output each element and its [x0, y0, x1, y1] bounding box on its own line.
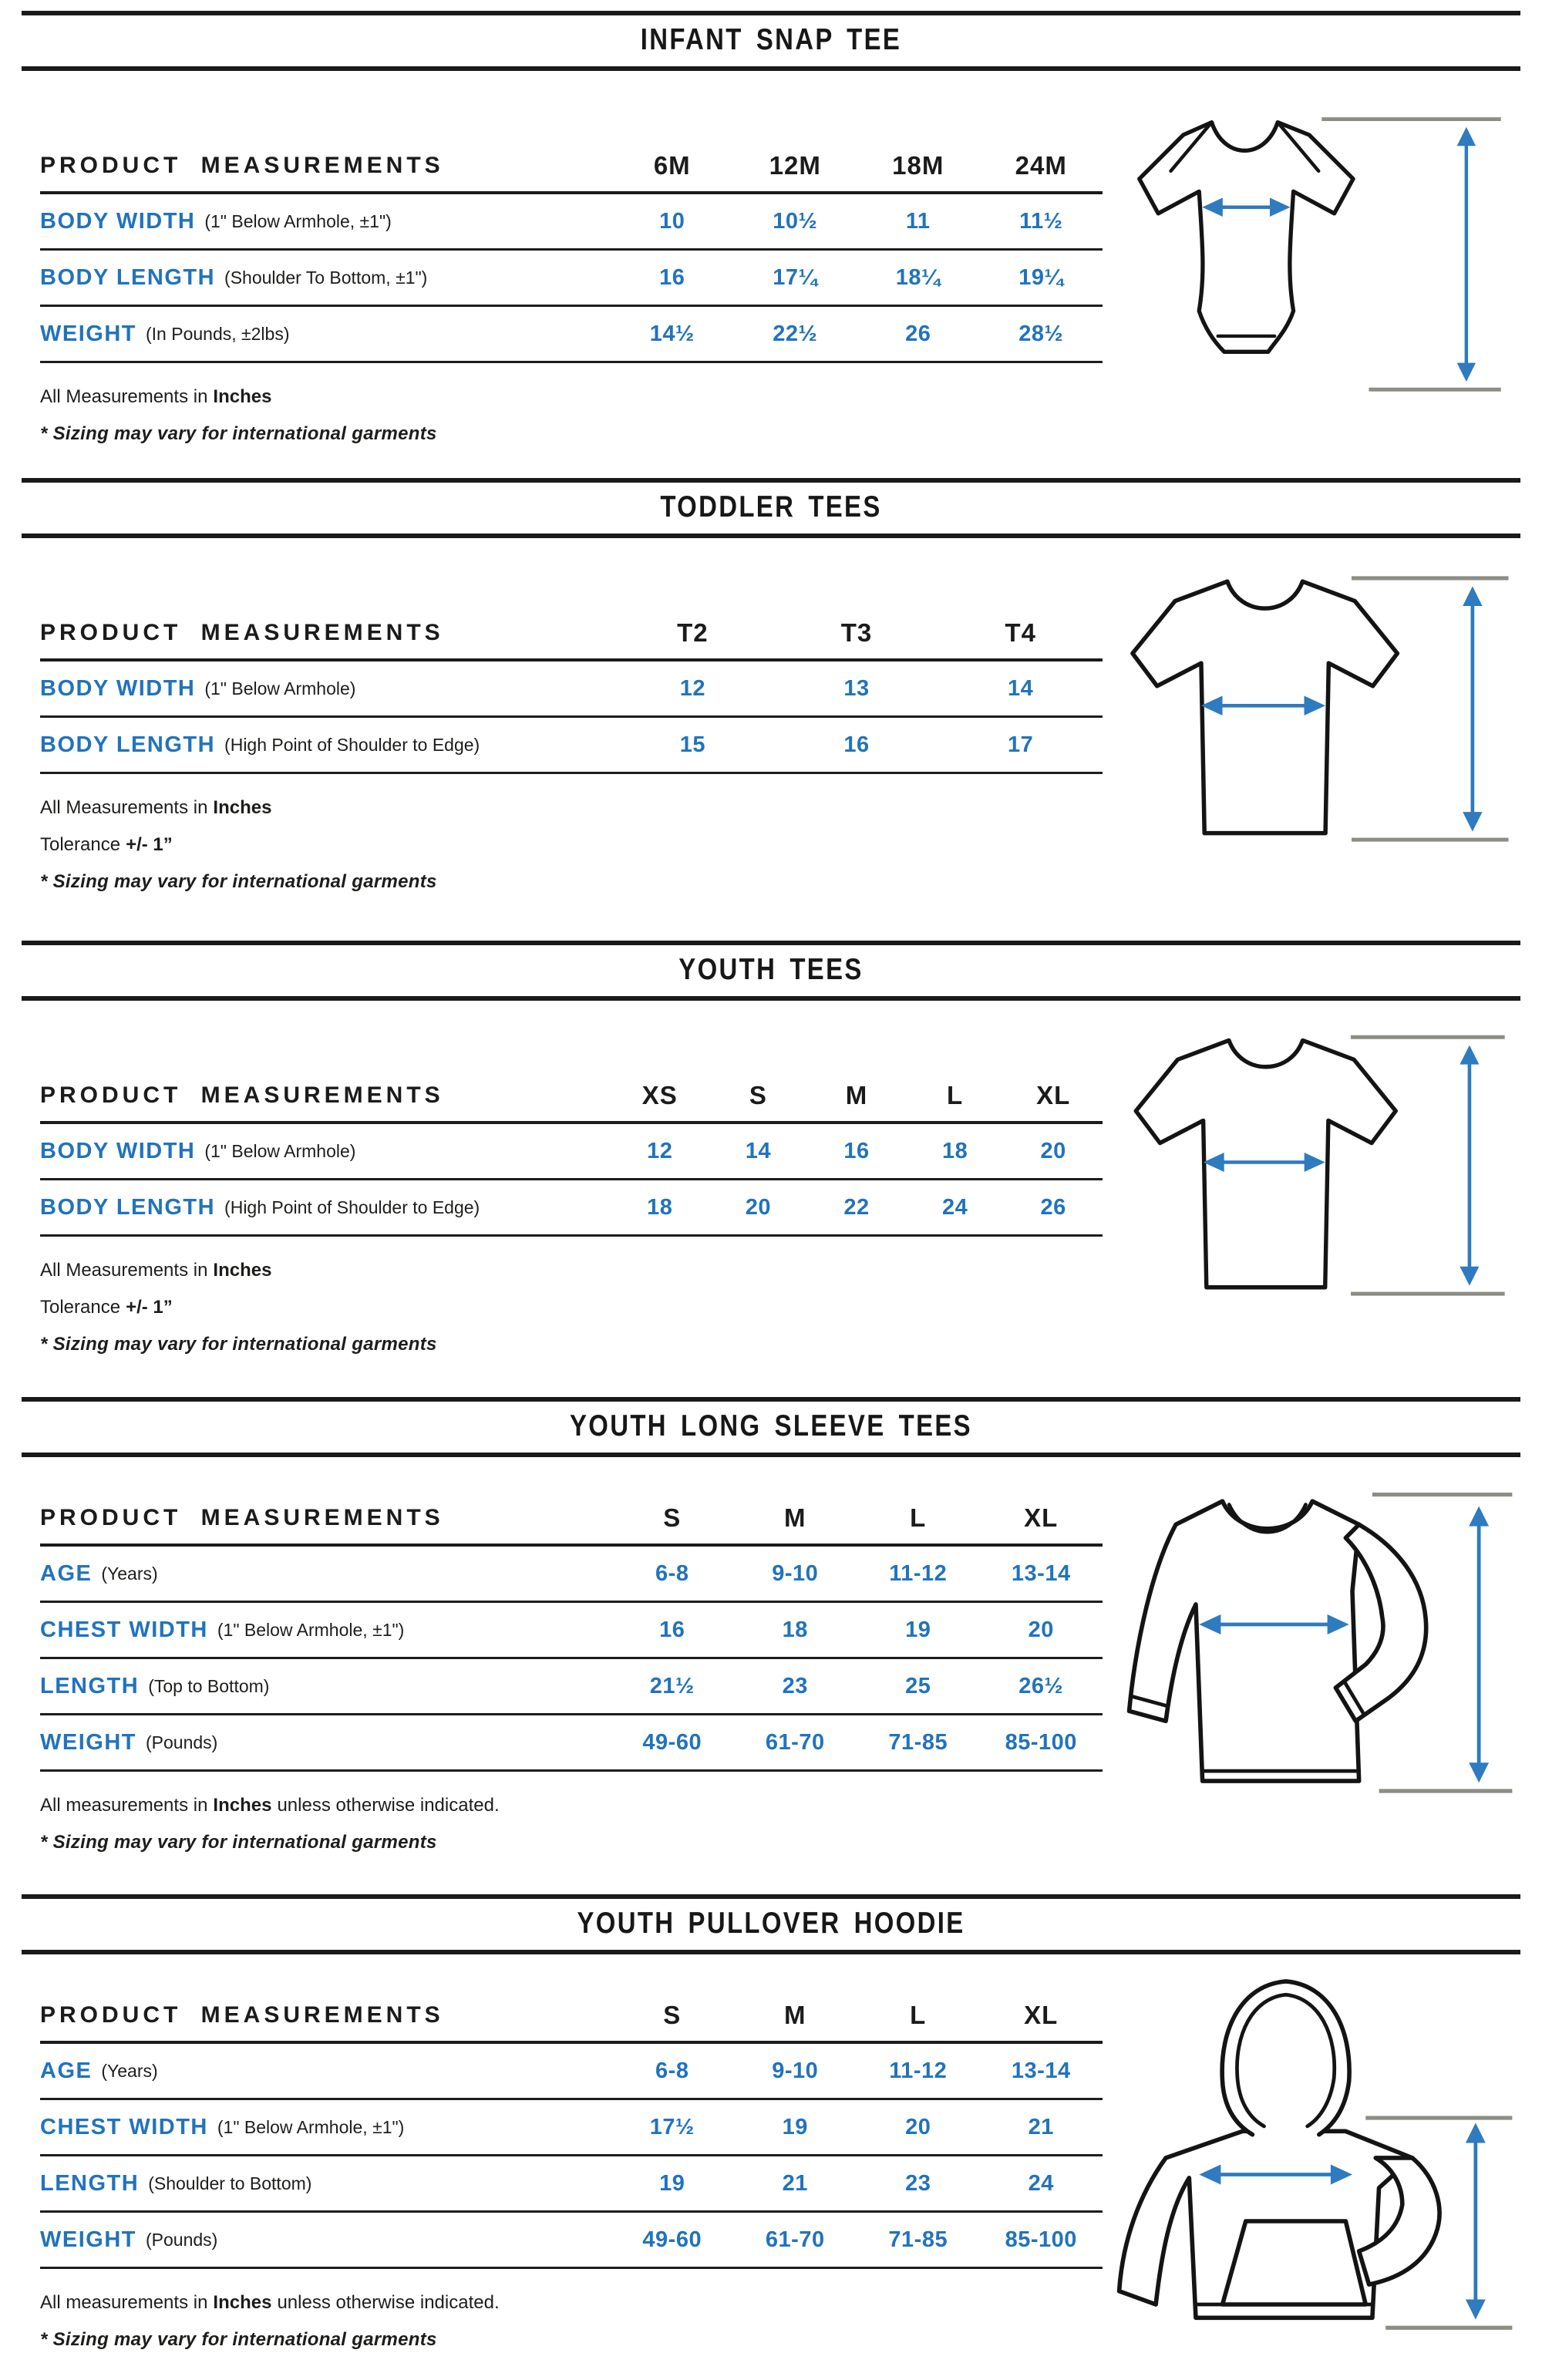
column-header: L	[857, 1995, 980, 2044]
column-header: M	[734, 1995, 857, 2044]
value-cell: 19	[857, 1603, 980, 1659]
row-label-cell	[40, 307, 611, 363]
column-header: L	[857, 1497, 980, 1547]
row-label-cell	[40, 2213, 611, 2269]
value-cell: 20	[980, 1603, 1103, 1659]
column-header: XS	[611, 1075, 709, 1124]
size-table	[40, 145, 1103, 363]
value-cell: 23	[857, 2156, 980, 2213]
tee-illustration	[1110, 1012, 1511, 1332]
note-sizing: * Sizing may vary for international garments	[40, 1334, 437, 1355]
note-sizing: * Sizing may vary for international garments	[40, 423, 437, 444]
column-header: L	[906, 1075, 1005, 1124]
length-arrow	[1321, 120, 1500, 390]
value-cell: 17¼	[734, 251, 857, 307]
note-bold: +/- 1”	[126, 834, 173, 855]
value-cell: 20	[709, 1180, 808, 1237]
column-header: XL	[980, 1497, 1103, 1547]
value-cell: 21½	[611, 1659, 734, 1715]
value-cell: 21	[980, 2100, 1103, 2156]
value-cell: 15	[611, 718, 775, 774]
section-youth-long-sleeve-tees	[0, 1397, 1542, 1894]
value-cell: 11-12	[857, 2044, 980, 2100]
value-cell: 19¼	[980, 251, 1103, 307]
length-arrow	[1351, 1037, 1505, 1294]
section-infant-snap-tee	[0, 11, 1542, 478]
value-cell: 20	[1004, 1124, 1103, 1180]
value-cell: 18	[611, 1180, 709, 1237]
value-cell: 18¼	[857, 251, 980, 307]
row-note: (Pounds)	[146, 2229, 218, 2250]
value-cell: 14	[938, 661, 1103, 718]
row-label-cell	[40, 1603, 611, 1659]
value-cell: 24	[980, 2156, 1103, 2213]
value-cell: 20	[857, 2100, 980, 2156]
row-note: (1" Below Armhole, ±1")	[217, 2116, 405, 2137]
table-header-label: PRODUCT MEASUREMENTS	[40, 1075, 611, 1124]
value-cell: 71-85	[857, 1715, 980, 1772]
size-table	[40, 1995, 1103, 2269]
row-note: (High Point of Shoulder to Edge)	[224, 734, 480, 755]
kangaroo-pocket	[1223, 2221, 1366, 2304]
row-label: WEIGHT	[40, 321, 136, 346]
value-cell: 9-10	[734, 2044, 857, 2100]
value-cell: 19	[734, 2100, 857, 2156]
row-label-cell	[40, 1715, 611, 1772]
row-label-cell	[40, 1659, 611, 1715]
column-header: T3	[775, 612, 939, 661]
row-label-cell	[40, 2156, 611, 2213]
column-header: S	[709, 1075, 808, 1124]
value-cell: 22½	[734, 307, 857, 363]
value-cell: 25	[857, 1659, 980, 1715]
note-bold: Inches	[213, 2292, 272, 2313]
note-text: All Measurements in	[40, 386, 208, 407]
row-label: CHEST WIDTH	[40, 1617, 208, 1642]
row-label: BODY WIDTH	[40, 1138, 196, 1163]
value-cell: 26	[857, 307, 980, 363]
value-cell: 61-70	[734, 1715, 857, 1772]
column-header: S	[611, 1995, 734, 2044]
row-label-cell	[40, 194, 611, 251]
row-label: BODY WIDTH	[40, 675, 196, 701]
value-cell: 13-14	[980, 1547, 1103, 1603]
row-label-cell	[40, 1180, 611, 1237]
column-header: T2	[611, 612, 775, 661]
infant-onesie-illustration	[1114, 97, 1507, 419]
size-table	[40, 612, 1103, 774]
note-tolerance	[40, 1297, 1103, 1318]
column-header: XL	[980, 1995, 1103, 2044]
value-cell: 28½	[980, 307, 1103, 363]
value-cell: 11-12	[857, 1547, 980, 1603]
value-cell: 18	[734, 1603, 857, 1659]
table-header-label: PRODUCT MEASUREMENTS	[40, 145, 611, 194]
note-text: Tolerance	[40, 1297, 121, 1318]
value-cell: 16	[775, 718, 939, 774]
value-cell: 13	[775, 661, 939, 718]
note-measurements	[40, 2292, 1103, 2314]
column-header: 12M	[734, 145, 857, 194]
onesie-outline	[1140, 123, 1353, 352]
row-note: (Years)	[101, 1563, 158, 1584]
row-label: WEIGHT	[40, 1729, 136, 1755]
section-youth-pullover-hoodie	[0, 1894, 1542, 2380]
row-label: LENGTH	[40, 2170, 140, 2196]
value-cell: 11½	[980, 194, 1103, 251]
section-title: YOUTH TEES	[678, 952, 864, 986]
note-text: unless otherwise indicated.	[277, 2292, 500, 2313]
column-header: XL	[1004, 1075, 1103, 1124]
note-bold: +/- 1”	[126, 1297, 173, 1318]
note-text: All measurements in	[40, 2292, 208, 2313]
value-cell: 13-14	[980, 2044, 1103, 2100]
table-header-label: PRODUCT MEASUREMENTS	[40, 1497, 611, 1547]
value-cell: 16	[611, 1603, 734, 1659]
note-sizing: * Sizing may vary for international garments	[40, 1832, 437, 1853]
value-cell: 26	[1004, 1180, 1103, 1237]
note-text: All Measurements in	[40, 1260, 208, 1281]
row-label: BODY LENGTH	[40, 264, 216, 290]
row-note: (Top to Bottom)	[148, 1675, 270, 1696]
long-sleeve-tee-illustration	[1103, 1471, 1519, 1830]
table-header-label: PRODUCT MEASUREMENTS	[40, 612, 611, 661]
section-toddler-tees	[0, 478, 1542, 941]
footnotes	[40, 386, 1103, 445]
row-label-cell	[40, 1547, 611, 1603]
note-measurements	[40, 386, 1103, 408]
row-label: AGE	[40, 1560, 93, 1586]
row-label-cell	[40, 2044, 611, 2100]
value-cell: 24	[906, 1180, 1005, 1237]
value-cell: 14	[709, 1124, 808, 1180]
value-cell: 9-10	[734, 1547, 857, 1603]
value-cell: 12	[611, 1124, 709, 1180]
table-header-label: PRODUCT MEASUREMENTS	[40, 1995, 611, 2044]
footnotes	[40, 1260, 1103, 1355]
row-label-cell	[40, 251, 611, 307]
footnotes	[40, 1795, 1103, 1853]
row-label: BODY LENGTH	[40, 732, 216, 757]
column-header: M	[734, 1497, 857, 1547]
value-cell: 85-100	[980, 1715, 1103, 1772]
value-cell: 23	[734, 1659, 857, 1715]
note-bold: Inches	[213, 386, 272, 407]
note-measurements	[40, 1795, 1103, 1816]
row-note: (1" Below Armhole, ±1")	[204, 210, 392, 231]
value-cell: 12	[611, 661, 775, 718]
column-header: 18M	[857, 145, 980, 194]
body-outline	[1130, 1501, 1359, 1781]
column-header: 6M	[611, 145, 734, 194]
pullover-hoodie-illustration	[1103, 1971, 1519, 2346]
value-cell: 85-100	[980, 2213, 1103, 2269]
value-cell: 26½	[980, 1659, 1103, 1715]
column-header: M	[807, 1075, 906, 1124]
value-cell: 16	[807, 1124, 906, 1180]
note-text: unless otherwise indicated.	[277, 1795, 500, 1816]
row-note: (Shoulder to Bottom)	[148, 2173, 312, 2193]
row-note: (1" Below Armhole, ±1")	[217, 1619, 405, 1640]
row-note: (Pounds)	[146, 1732, 218, 1752]
row-label-cell	[40, 2100, 611, 2156]
column-header: S	[611, 1497, 734, 1547]
section-title: INFANT SNAP TEE	[640, 22, 902, 56]
value-cell: 61-70	[734, 2213, 857, 2269]
value-cell: 21	[734, 2156, 857, 2213]
value-cell: 49-60	[611, 1715, 734, 1772]
row-label-cell	[40, 718, 611, 774]
value-cell: 22	[807, 1180, 906, 1237]
row-label: BODY LENGTH	[40, 1194, 216, 1220]
note-measurements	[40, 1260, 1103, 1281]
value-cell: 16	[611, 251, 734, 307]
column-header: 24M	[980, 145, 1103, 194]
note-text: Tolerance	[40, 834, 121, 855]
value-cell: 18	[906, 1124, 1005, 1180]
row-label-cell	[40, 661, 611, 718]
value-cell: 17½	[611, 2100, 734, 2156]
note-sizing: * Sizing may vary for international garments	[40, 2329, 437, 2350]
value-cell: 49-60	[611, 2213, 734, 2269]
section-youth-tees	[0, 941, 1542, 1397]
size-table	[40, 1497, 1103, 1772]
value-cell: 71-85	[857, 2213, 980, 2269]
value-cell: 10	[611, 194, 734, 251]
note-text: All measurements in	[40, 1795, 208, 1816]
row-label: AGE	[40, 2058, 93, 2083]
row-note: (Shoulder To Bottom, ±1")	[224, 267, 428, 288]
size-table	[40, 1075, 1103, 1237]
note-tolerance	[40, 834, 1103, 856]
note-bold: Inches	[213, 797, 272, 818]
row-label: BODY WIDTH	[40, 208, 196, 234]
row-note: (1" Below Armhole)	[204, 678, 356, 699]
row-note: (Years)	[101, 2060, 158, 2081]
section-title: YOUTH PULLOVER HOODIE	[577, 1906, 965, 1940]
section-title: TODDLER TEES	[660, 490, 882, 523]
note-measurements	[40, 797, 1103, 819]
tee-illustration	[1106, 552, 1515, 879]
row-note: (High Point of Shoulder to Edge)	[224, 1197, 480, 1217]
value-cell: 11	[857, 194, 980, 251]
value-cell: 19	[611, 2156, 734, 2213]
row-label-cell	[40, 1124, 611, 1180]
value-cell: 14½	[611, 307, 734, 363]
footnotes	[40, 2292, 1103, 2351]
row-note: (In Pounds, ±2lbs)	[146, 323, 290, 344]
note-sizing: * Sizing may vary for international garments	[40, 871, 437, 892]
value-cell: 6-8	[611, 2044, 734, 2100]
row-note: (1" Below Armhole)	[204, 1140, 356, 1161]
row-label: CHEST WIDTH	[40, 2114, 208, 2139]
hood-outer	[1222, 1981, 1349, 2135]
column-header: T4	[938, 612, 1103, 661]
note-text: All Measurements in	[40, 797, 208, 818]
value-cell: 10½	[734, 194, 857, 251]
length-arrow	[1352, 578, 1509, 840]
row-label: LENGTH	[40, 1673, 140, 1698]
section-title: YOUTH LONG SLEEVE TEES	[570, 1409, 972, 1442]
note-bold: Inches	[213, 1795, 272, 1816]
value-cell: 6-8	[611, 1547, 734, 1603]
value-cell: 17	[938, 718, 1103, 774]
row-label: WEIGHT	[40, 2227, 136, 2252]
note-bold: Inches	[213, 1260, 272, 1281]
footnotes	[40, 797, 1103, 893]
